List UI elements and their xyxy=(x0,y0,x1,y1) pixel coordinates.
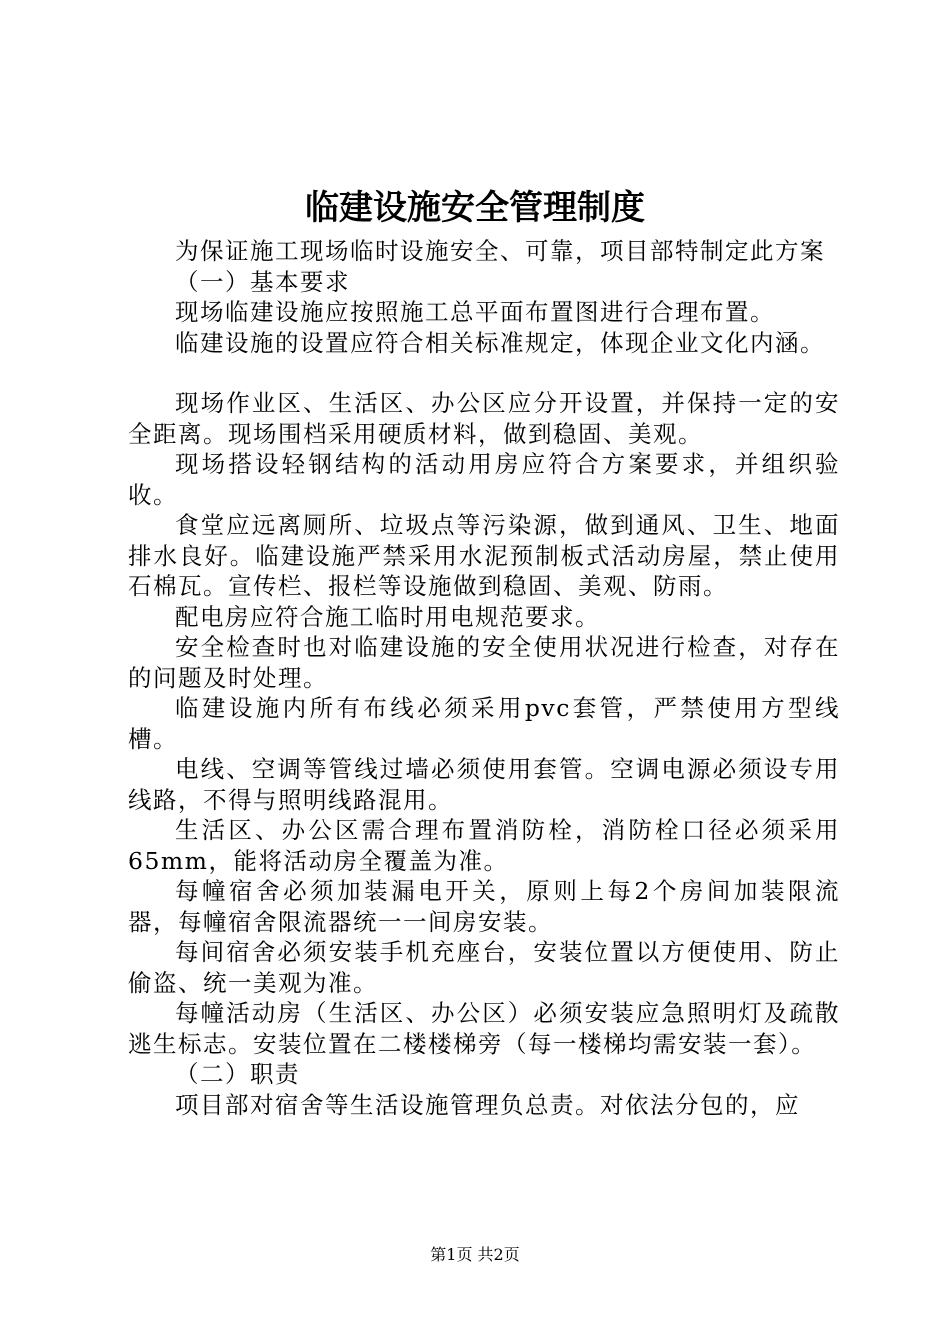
paragraph: 现场临建设施应按照施工总平面布置图进行合理布置。 xyxy=(175,298,775,326)
paragraph: 配电房应符合施工临时用电规范要求。 xyxy=(175,602,600,631)
paragraph: 安全检查时也对临建设施的安全使用状况进行检查，对存在的问题及时处理。 xyxy=(128,633,840,692)
paragraph: 每幢宿舍必须加装漏电开关，原则上每2个房间加装限流器，每幢宿舍限流器统一一间房安装。 xyxy=(128,877,840,936)
paragraph: 食堂应远离厕所、垃圾点等污染源，做到通风、卫生、地面排水良好。临建设施严禁采用水泥预制板式活动房屋，禁止使用石棉瓦。宣传栏、报栏等设施做到稳固、美观、防雨。 xyxy=(128,511,840,600)
paragraph: 现场搭设轻钢结构的活动用房应符合方案要求，并组织验收。 xyxy=(128,450,840,509)
paragraph: 现场作业区、生活区、办公区应分开设置，并保持一定的安全距离。现场围档采用硬质材料，做到稳固、美观。 xyxy=(128,389,840,448)
document-title: 临建设施安全管理制度 xyxy=(305,188,645,228)
section-heading-basic: （一）基本要求 xyxy=(175,267,350,296)
paragraph: 每间宿舍必须安装手机充座台，安装位置以方便使用、防止偷盗、统一美观为准。 xyxy=(128,938,840,997)
paragraph: 临建设施的设置应符合相关标准规定，体现企业文化内涵。 xyxy=(175,328,825,357)
paragraph: 项目部对宿舍等生活设施管理负总责。对依法分包的，应 xyxy=(175,1090,800,1119)
paragraph-intro: 为保证施工现场临时设施安全、可靠，项目部特制定此方案 xyxy=(175,237,825,265)
section-heading-duties: （二）职责 xyxy=(175,1060,300,1088)
paragraph: 生活区、办公区需合理布置消防栓，消防栓口径必须采用65mm，能将活动房全覆盖为准。 xyxy=(128,816,840,875)
paragraph: 每幢活动房（生活区、办公区）必须安装应急照明灯及疏散逃生标志。安装位置在二楼楼梯旁（每一楼梯均需安装一套）。 xyxy=(128,999,840,1058)
document-body xyxy=(128,236,840,1120)
paragraph: 电线、空调等管线过墙必须使用套管。空调电源必须设专用线路，不得与照明线路混用。 xyxy=(128,755,840,814)
paragraph: 临建设施内所有布线必须采用pvc套管，严禁使用方型线槽。 xyxy=(128,694,840,753)
page-footer: 第1页 共2页 xyxy=(430,1245,520,1264)
